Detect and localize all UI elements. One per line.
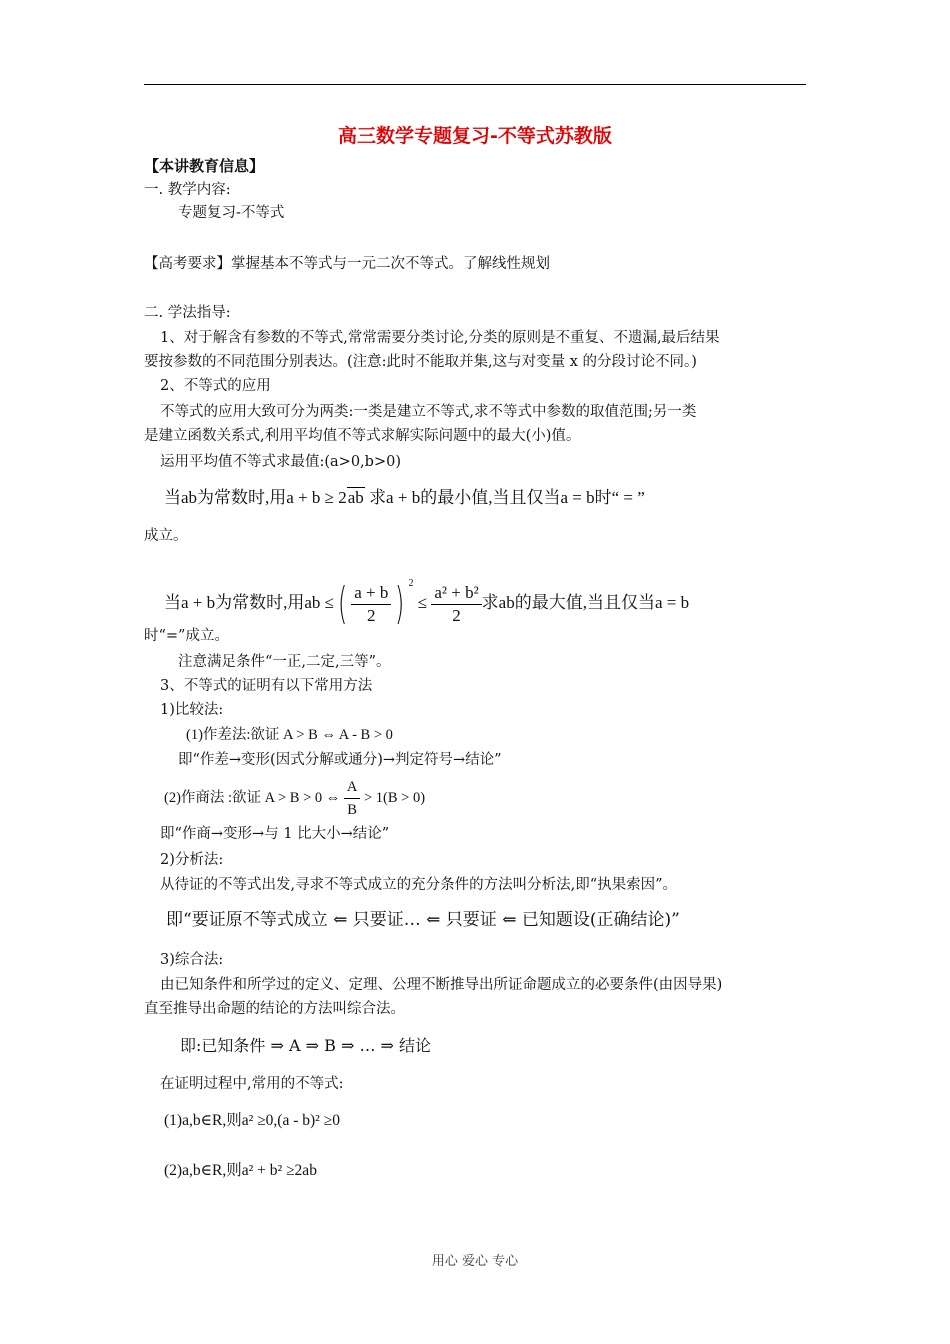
fraction-denominator: B (347, 802, 357, 819)
formula-min-value (164, 486, 645, 510)
method-2-desc: 从待证的不等式出发,寻求不等式成立的充分条件的方法叫分析法,即“执果索因”。 (160, 877, 678, 893)
method-3-formula: 即:已知条件 ⇒ A ⇒ B ⇒ … ⇒ 结论 (180, 1036, 432, 1055)
method-1-difference-desc: 即“作差→变形(因式分解或通分)→判定符号→结论” (178, 752, 502, 768)
paragraph-1-line-1: 1、对于解含有参数的不等式,常常需要分类讨论,分类的原则是不重复、不遗漏,最后结果 (160, 330, 720, 346)
fraction-sum-squares (431, 582, 481, 627)
common-inequalities-heading: 在证明过程中,常用的不等式: (160, 1076, 344, 1092)
fraction-numerator: a² + b² (431, 582, 481, 605)
method-1-difference: (1)作差法:欲证 A > B ⇔ A - B > 0 (186, 727, 393, 743)
formula-max-post: 求ab的最大值,当且仅当a = b (481, 593, 690, 612)
common-inequality-2: (2)a,b∈R,则a² + b² ≥2ab (164, 1162, 317, 1179)
method-2-heading: 2)分析法: (160, 852, 224, 868)
fraction-numerator: A (344, 776, 360, 799)
header-rule (144, 84, 806, 85)
method-1-heading: 1)比较法: (160, 702, 224, 718)
formula-max-value (164, 556, 690, 630)
formula-max-end: 时“=”成立。 (144, 628, 229, 644)
paragraph-2-line-3: 运用平均值不等式求最值:(a>0,b>0) (160, 454, 401, 470)
paragraph-1-line-2: 要按参数的不同范围分别表达。(注意:此时不能取并集,这与对变量 x 的分段讨论不同。) (144, 354, 697, 370)
method-3-heading: 3)综合法: (160, 952, 224, 968)
right-paren: ) (395, 578, 405, 630)
common-inequality-1: (1)a,b∈R,则a² ≥0,(a - b)² ≥0 (164, 1112, 340, 1129)
sqrt-ab: ab (347, 488, 364, 507)
fraction-numerator: a + b (351, 582, 391, 605)
formula-min-end: 成立。 (144, 528, 188, 544)
content-heading: 一. 教学内容: (144, 182, 231, 198)
paragraph-2-heading: 2、不等式的应用 (160, 378, 271, 394)
le-sign: ≤ (417, 593, 428, 612)
formula-max-pre: 当a + b为常数时,用ab ≤ (164, 593, 335, 612)
method-3-line-2: 直至推导出命题的结论的方法叫综合法。 (144, 1001, 405, 1017)
fraction-denominator: 2 (367, 605, 376, 625)
quotient-post: > 1(B > 0) (364, 790, 426, 806)
page-footer: 用心 爱心 专心 (431, 1254, 519, 1269)
fraction-a-over-b (344, 776, 360, 821)
fraction-denominator: 2 (452, 605, 461, 625)
paragraph-3-heading: 3、不等式的证明有以下常用方法 (160, 678, 373, 694)
method-3-line-1: 由已知条件和所学过的定义、定理、公理不断推导出所证命题成立的必要条件(由因导果) (160, 977, 723, 993)
section-info-heading: 【本讲教育信息】 (144, 157, 265, 175)
paragraph-2-line-1: 不等式的应用大致可分为两类:一类是建立不等式,求不等式中参数的取值范围;另一类 (160, 404, 697, 420)
guide-heading: 二. 学法指导: (144, 305, 231, 321)
method-1-quotient (164, 776, 425, 820)
paragraph-2-line-2: 是建立函数关系式,利用平均值不等式求解实际问题中的最大(小)值。 (144, 428, 581, 444)
method-1-quotient-desc: 即“作商→变形→与 1 比大小→结论” (160, 826, 390, 842)
note-conditions: 注意满足条件“一正,二定,三等”。 (178, 654, 391, 670)
fraction-a-plus-b (351, 582, 391, 627)
formula-min-post: 求a + b的最小值,当且仅当a = b时“ = ” (364, 488, 645, 507)
exam-requirement: 【高考要求】掌握基本不等式与一元二次不等式。了解线性规划 (144, 256, 550, 272)
quotient-pre: (2)作商法 :欲证 A > B > 0 ⇔ (164, 790, 341, 806)
content-topic: 专题复习-不等式 (178, 205, 285, 221)
formula-min-pre: 当ab为常数时,用a + b ≥ 2 (164, 488, 347, 507)
method-2-formula: 即“要证原不等式成立 ⇐ 只要证… ⇐ 只要证 ⇐ 已知题设(正确结论)” (166, 910, 680, 930)
page-title: 高三数学专题复习-不等式苏教版 (338, 125, 612, 147)
exponent: 2 (408, 578, 414, 589)
left-paren: ( (337, 578, 348, 630)
